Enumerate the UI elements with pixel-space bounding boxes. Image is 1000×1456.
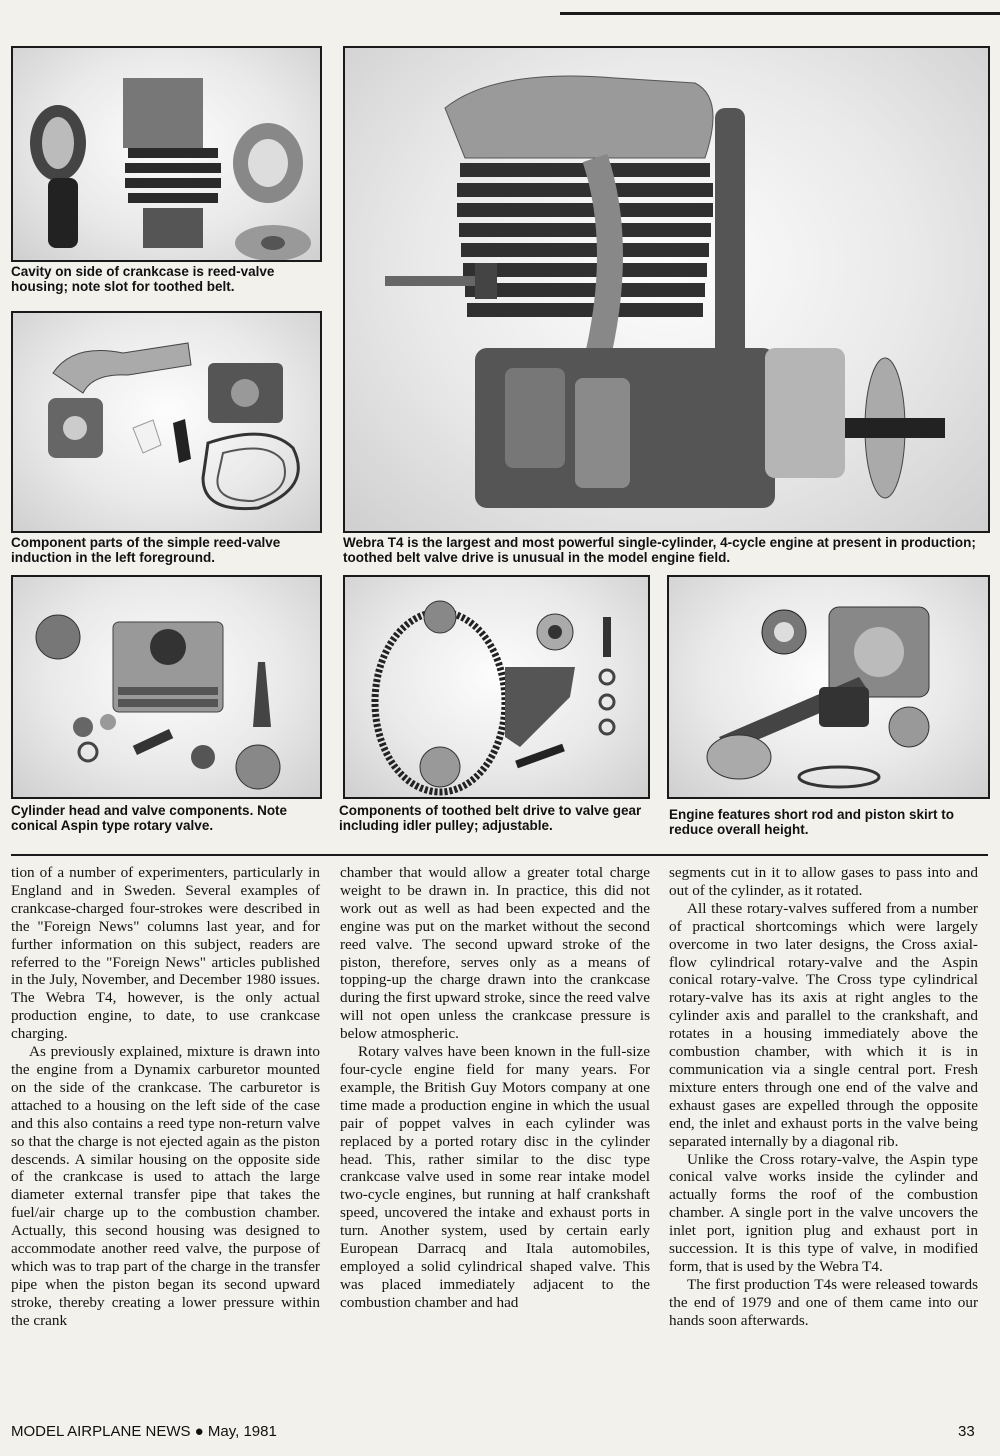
- article-column-3: [669, 864, 978, 1330]
- bullet-icon: ●: [194, 1423, 204, 1440]
- article-column-2: [340, 864, 650, 1312]
- paragraph: segments cut in it to allow gases to pass into and out of the cylinder, as it rotated.: [669, 864, 978, 899]
- caption-reed-valve-parts: Component parts of the simple reed-valve induction in the left foreground.: [11, 535, 281, 565]
- photo-reed-valve-parts: [11, 311, 322, 533]
- issue-date: May, 1981: [207, 1423, 277, 1440]
- top-rule: [560, 12, 1000, 15]
- paragraph: As previously explained, mixture is drawn into the engine from a Dynamix carburetor mounted on the side of the crankcase. The carburetor is attached to a housing on the left side of the case and this also contains a reed type non-return valve so that the charge is not ejected again as the piston descends. A similar housing on the opposite side of the crankcase is used to attach the large diameter external transfer pipe that takes the fuel/air charge up to the combustion chamber. Actually, this second housing was designed to accommodate another reed valve, the purpose of which was to trap part of the charge in the transfer pipe when the piston began its second upward stroke, thereby creating a lower pressure within the crank: [11, 1043, 320, 1329]
- caption-reed-valve-housing: Cavity on side of crankcase is reed-valve housing; note slot for toothed belt.: [11, 264, 275, 294]
- photo-short-rod-piston: [667, 575, 990, 799]
- paragraph: All these rotary-valves suffered from a number of practical shortcomings which were largely overcome in two later designs, the Cross axial-flow cylindrical rotary-valve and the Aspin conical rotary-valve. The Cross type cylindrical rotary-valve has its axis at right angles to the cylinder axis and parallel to the crankshaft, and rotates in a housing immediately above the combustion chamber, with which it is in communication via a single central port. Fresh mixture enters through one end of the valve and exhaust gases are expelled through the opposite end, the inlet and exhaust ports in the valve being separated internally by a diagonal rib.: [669, 899, 978, 1150]
- article-column-1: [11, 864, 320, 1330]
- photo-toothed-belt: [343, 575, 650, 799]
- photo-cylinder-head: [11, 575, 322, 799]
- article-rule: [11, 854, 988, 856]
- paragraph: Unlike the Cross rotary-valve, the Aspin type conical valve works inside the cylinder and actually forms the roof of the combustion chamber. A single port in the valve uncovers the inlet port, ignition plug and exhaust port in succession. It is this type of valve, in modified form, that is used by the Webra T4.: [669, 1150, 978, 1275]
- page-footer: [11, 1423, 277, 1440]
- paragraph: tion of a number of experimenters, particularly in England and in Sweden. Several examples of crankcase-charged four-strokes were described in the "Foreign News" columns last year, and for further information on this subject, readers are referred to the "Foreign News" articles published in the July, November, and December 1980 issues. The Webra T4, however, is the only actual production engine, to date, to use crankcase charging.: [11, 864, 320, 1043]
- caption-cylinder-head: Cylinder head and valve components. Note conical Aspin type rotary valve.: [11, 803, 288, 833]
- publication-name: MODEL AIRPLANE NEWS: [11, 1423, 191, 1440]
- caption-toothed-belt: Components of toothed belt drive to valve gear including idler pulley; adjustable.: [339, 803, 642, 833]
- page-number: 33: [958, 1423, 975, 1440]
- caption-short-rod: Engine features short rod and piston skirt to reduce overall height.: [669, 807, 955, 837]
- photo-crankcase-parts: [11, 46, 322, 262]
- paragraph: The first production T4s were released towards the end of 1979 and one of them came into our hands soon afterwards.: [669, 1275, 978, 1329]
- photo-webra-t4-engine: [343, 46, 990, 533]
- paragraph: Rotary valves have been known in the full-size four-cycle engine field for many years. For example, the British Guy Motors company at one time made a production engine in which the usual pair of poppet valves in each cylinder was replaced by a ported rotary disc in the cylinder head. This, rather similar to the disc type crankcase valve used in some rear intake model two-cycle engines, but running at half crankshaft speed, uncovered the intake and exhaust ports in turn. Another system, used by certain early European Darracq and Itala automobiles, employed a solid cylindrical shaped valve. This was placed immediately adjacent to the combustion chamber and had: [340, 1043, 650, 1311]
- paragraph: chamber that would allow a greater total charge weight to be drawn in. In practice, this did not work out as well as had been expected and the engine was put on the market without the second reed valve. The second upward stroke of the piston, therefore, serves only as a means of topping-up the charge drawn into the crankcase during the first upward stroke, since the reed valve will not open unless the crankcase pressure is below atmospheric.: [340, 864, 650, 1043]
- caption-webra-t4: Webra T4 is the largest and most powerful single-cylinder, 4-cycle engine at present in production; toothed belt valve drive is unusual in the model engine field.: [343, 535, 976, 565]
